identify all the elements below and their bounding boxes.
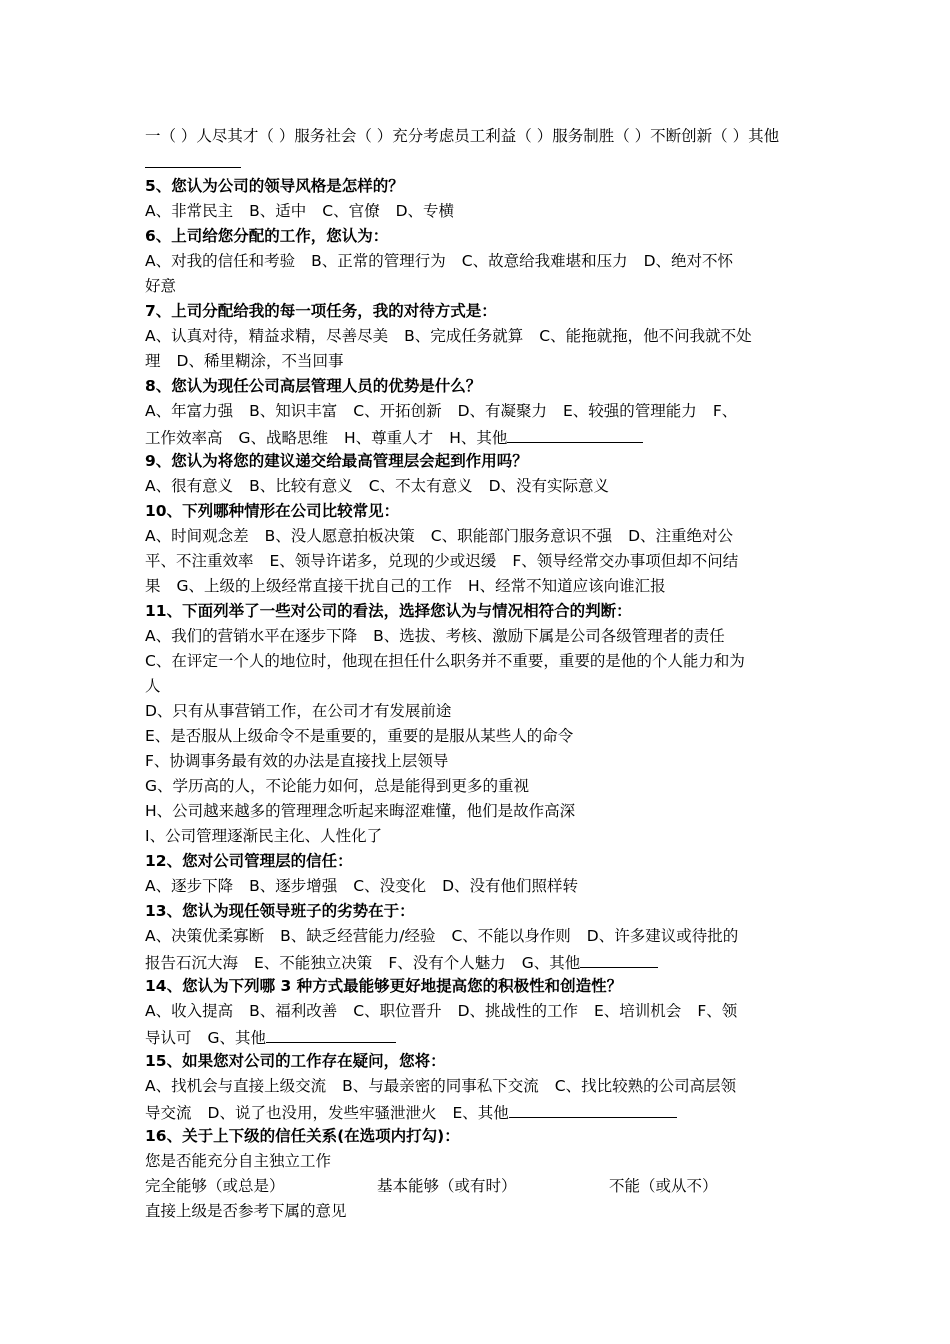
option-text: C、官僚 <box>322 202 380 220</box>
option-text: B、没人愿意拍板决策 <box>264 527 415 545</box>
question-heading: 6、上司给您分配的工作，您认为： <box>145 227 389 245</box>
answer-blank <box>145 149 241 168</box>
option-line <box>145 474 810 499</box>
option-text: B、与最亲密的同事私下交流 <box>342 1077 539 1095</box>
option-text: D、没有他们照样转 <box>442 877 579 895</box>
answer-blank-line <box>145 149 810 174</box>
option-text: C、故意给我难堪和压力 <box>461 252 628 270</box>
option-line <box>145 624 810 649</box>
option-line <box>145 249 810 274</box>
question-heading: 14、您认为下列哪 3 种方式最能够更好地提高您的积极性和创造性？ <box>145 977 623 995</box>
option-text: A、我们的营销水平在逐步下降 <box>145 627 358 645</box>
option-text: D、绝对不怀 <box>643 252 734 270</box>
option-line <box>145 1024 810 1049</box>
option-text: C、不太有意义 <box>368 477 473 495</box>
option-line <box>145 1074 810 1099</box>
option-text: B、缺乏经营能力/经验 <box>280 927 436 945</box>
option-text: E、领导许诺多，兑现的少或迟缓 <box>269 552 497 570</box>
question-heading: 9、您认为将您的建议递交给最高管理层会起到作用吗？ <box>145 452 528 470</box>
option-text: C、职位晋升 <box>353 1002 442 1020</box>
option-line <box>145 524 810 549</box>
option-line <box>145 699 810 724</box>
option-text: B、正常的管理行为 <box>311 252 446 270</box>
question-heading: 16、关于上下级的信任关系(在选项内打勾)： <box>145 1127 460 1145</box>
option-text: A、对我的信任和考验 <box>145 252 296 270</box>
option-line <box>145 1099 810 1124</box>
option-text: E、是否服从上级命令不是重要的，重要的是服从某些人的命令 <box>145 727 574 745</box>
option-text: C、能拖就拖，他不问我就不处 <box>539 327 752 345</box>
option-text: 导认可 <box>145 1029 192 1047</box>
option-text: I、公司管理逐渐民主化、人性化了 <box>145 827 383 845</box>
option-line <box>145 874 810 899</box>
option-text: 直接上级是否参考下属的意见 <box>145 1202 347 1220</box>
option-line <box>145 749 810 774</box>
question-heading: 11、下面列举了一些对公司的看法，选择您认为与情况相符合的判断： <box>145 602 632 620</box>
question-heading: 12、您对公司管理层的信任： <box>145 852 353 870</box>
option-text: F、协调事务最有效的办法是直接找上层领导 <box>145 752 449 770</box>
option-text: D、只有从事营销工作，在公司才有发展前途 <box>145 702 452 720</box>
choice-option: 基本能够（或有时） <box>377 1177 517 1195</box>
option-text: F、领导经常交办事项但却不问结 <box>512 552 739 570</box>
option-text: G、其他 <box>521 954 581 972</box>
option-text: E、培训机会 <box>594 1002 682 1020</box>
option-text: D、专横 <box>395 202 455 220</box>
option-text: G、战略思维 <box>238 429 329 447</box>
option-text: F、领 <box>697 1002 738 1020</box>
option-line <box>145 574 810 599</box>
option-line <box>145 399 810 424</box>
option-text: A、认真对待，精益求精，尽善尽美 <box>145 327 389 345</box>
option-line <box>145 274 810 299</box>
option-line <box>145 774 810 799</box>
option-text: H、经常不知道应该向谁汇报 <box>468 577 666 595</box>
option-line <box>145 949 810 974</box>
option-text: G、其他 <box>207 1029 267 1047</box>
option-line <box>145 674 810 699</box>
question-heading: 8、您认为现任公司高层管理人员的优势是什么？ <box>145 377 482 395</box>
option-line <box>145 124 810 149</box>
option-text: D、说了也没用，发些牢骚泄泄火 <box>207 1104 437 1122</box>
option-text: C、开拓创新 <box>353 402 442 420</box>
option-text: A、找机会与直接上级交流 <box>145 1077 327 1095</box>
option-text: B、知识丰富 <box>249 402 338 420</box>
answer-blank <box>266 1024 396 1043</box>
option-text: B、适中 <box>249 202 307 220</box>
option-line <box>145 649 810 674</box>
option-text: 报告石沉大海 <box>145 954 239 972</box>
option-text: A、很有意义 <box>145 477 234 495</box>
option-text: 果 <box>145 577 161 595</box>
option-text: E、不能独立决策 <box>254 954 373 972</box>
option-line <box>145 999 810 1024</box>
option-text: B、完成任务就算 <box>404 327 524 345</box>
option-text: 平、不注重效率 <box>145 552 254 570</box>
option-text: B、比较有意义 <box>249 477 353 495</box>
option-text: C、职能部门服务意识不强 <box>430 527 613 545</box>
option-line <box>145 924 810 949</box>
option-text: C、找比较熟的公司高层领 <box>554 1077 737 1095</box>
option-text: H、尊重人才 <box>344 429 434 447</box>
option-line <box>145 424 810 449</box>
option-line <box>145 724 810 749</box>
option-text: E、较强的管理能力 <box>563 402 697 420</box>
choice-option: 完全能够（或总是） <box>145 1177 285 1195</box>
option-text: B、福利改善 <box>249 1002 338 1020</box>
option-text: C、不能以身作则 <box>451 927 571 945</box>
option-text: B、逐步增强 <box>249 877 338 895</box>
option-text: E、其他 <box>452 1104 509 1122</box>
option-text: D、注重绝对公 <box>628 527 734 545</box>
option-text: 您是否能充分自主独立工作 <box>145 1152 332 1170</box>
survey-content <box>145 124 810 1224</box>
option-text: 工作效率高 <box>145 429 223 447</box>
option-text: 导交流 <box>145 1104 192 1122</box>
answer-blank <box>507 424 643 443</box>
option-text: D、稀里糊涂，不当回事 <box>176 352 344 370</box>
answer-blank <box>580 949 658 968</box>
option-text: D、许多建议或待批的 <box>586 927 739 945</box>
option-text: A、收入提高 <box>145 1002 234 1020</box>
option-line <box>145 324 810 349</box>
option-text: 人 <box>145 677 161 695</box>
option-text: C、没变化 <box>353 877 427 895</box>
option-line <box>145 799 810 824</box>
question-heading: 7、上司分配给我的每一项任务，我的对待方式是： <box>145 302 497 320</box>
question-heading: 5、您认为公司的领导风格是怎样的？ <box>145 177 404 195</box>
option-text: G、上级的上级经常直接干扰自己的工作 <box>176 577 453 595</box>
option-text: C、在评定一个人的地位时，他现在担任什么职务并不重要，重要的是他的个人能力和为 <box>145 652 745 670</box>
question-heading: 15、如果您对公司的工作存在疑问，您将： <box>145 1052 446 1070</box>
option-text: A、逐步下降 <box>145 877 234 895</box>
option-line <box>145 1199 810 1224</box>
option-line <box>145 549 810 574</box>
option-text: A、非常民主 <box>145 202 234 220</box>
option-text: F、没有个人魅力 <box>388 954 506 972</box>
choice-option: 不能（或从不） <box>609 1177 718 1195</box>
option-text: A、决策优柔寡断 <box>145 927 265 945</box>
option-line <box>145 199 810 224</box>
answer-blank <box>509 1099 677 1118</box>
question-heading: 10、下列哪种情形在公司比较常见： <box>145 502 400 520</box>
option-line <box>145 824 810 849</box>
option-text: 一（ ）人尽其才（ ）服务社会（ ）充分考虑员工利益（ ）服务制胜（ ）不断创新（ ）其他 <box>145 127 780 145</box>
option-text: D、有凝聚力 <box>457 402 548 420</box>
option-text: B、选拔、考核、激励下属是公司各级管理者的责任 <box>373 627 725 645</box>
option-text: D、挑战性的工作 <box>457 1002 579 1020</box>
option-text: D、没有实际意义 <box>488 477 610 495</box>
option-line <box>145 1149 810 1174</box>
option-text: H、其他 <box>449 429 508 447</box>
option-text: A、时间观念差 <box>145 527 249 545</box>
option-line <box>145 349 810 374</box>
option-text: H、公司越来越多的管理理念听起来晦涩难懂，他们是故作高深 <box>145 802 576 820</box>
question-heading: 13、您认为现任领导班子的劣势在于： <box>145 902 415 920</box>
option-text: A、年富力强 <box>145 402 234 420</box>
option-text: F、 <box>712 402 738 420</box>
option-text: G、学历高的人，不论能力如何，总是能得到更多的重视 <box>145 777 530 795</box>
option-text: 理 <box>145 352 161 370</box>
option-text: 好意 <box>145 277 177 295</box>
choice-columns <box>145 1174 810 1199</box>
